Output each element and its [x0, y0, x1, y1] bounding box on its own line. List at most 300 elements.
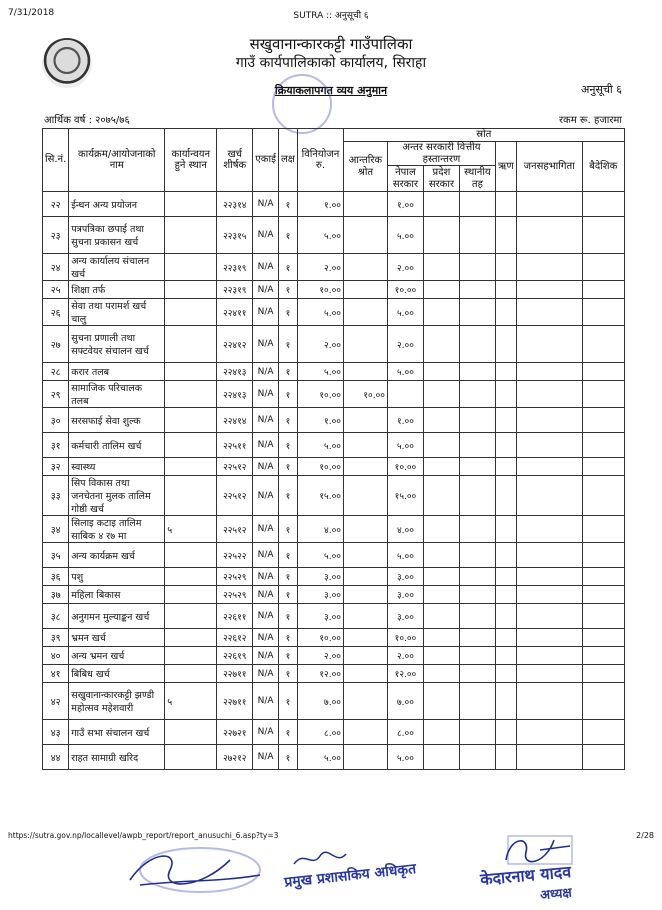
row-sn: ४२ — [43, 683, 69, 720]
row-local-level — [459, 745, 495, 770]
row-internal-source — [343, 476, 387, 516]
row-internal-source — [343, 683, 387, 720]
row-sn: ३० — [43, 408, 69, 433]
row-foreign — [582, 299, 624, 326]
row-target: १ — [278, 363, 297, 381]
row-province-govt — [423, 665, 459, 683]
right-signature-title: अध्यक्ष — [539, 885, 573, 904]
row-internal-source: १०.०० — [343, 381, 387, 408]
row-internal-source — [343, 745, 387, 770]
row-public-participation — [516, 568, 582, 586]
row-loan — [495, 476, 516, 516]
row-location: ५ — [165, 683, 217, 720]
row-nepal-govt: १०.०० — [387, 629, 423, 647]
row-public-participation — [516, 647, 582, 665]
table-row — [43, 326, 625, 363]
footer-url[interactable]: https://sutra.gov.np/locallevel/awpb_report/report_anusuchi_6.asp?ty=3 — [8, 831, 279, 840]
row-unit: N/A — [253, 433, 279, 458]
row-local-level — [459, 720, 495, 745]
row-program: महिला बिकास — [69, 586, 165, 604]
row-loan — [495, 745, 516, 770]
row-program: अन्य कार्यक्रम खर्च — [69, 543, 165, 568]
row-program: सिप विकास तथा जनचेतना मुलक तालिम गोष्ठी खर्च — [69, 476, 165, 516]
row-public-participation — [516, 381, 582, 408]
row-local-level — [459, 568, 495, 586]
row-province-govt — [423, 516, 459, 543]
row-loan — [495, 543, 516, 568]
row-location — [165, 745, 217, 770]
row-foreign — [582, 363, 624, 381]
row-nepal-govt: २.०० — [387, 647, 423, 665]
table-row — [43, 408, 625, 433]
row-unit: N/A — [253, 745, 279, 770]
row-loan — [495, 433, 516, 458]
row-unit: N/A — [253, 665, 279, 683]
row-province-govt — [423, 299, 459, 326]
row-local-level — [459, 665, 495, 683]
row-local-level — [459, 381, 495, 408]
row-target: १ — [278, 745, 297, 770]
row-location — [165, 720, 217, 745]
row-location — [165, 604, 217, 629]
row-expense-code: २२३१५ — [217, 217, 253, 254]
row-loan — [495, 586, 516, 604]
row-expense-code: २२५२९ — [217, 586, 253, 604]
row-nepal-govt: ५.०० — [387, 543, 423, 568]
row-program: भ्रमन खर्च — [69, 629, 165, 647]
row-foreign — [582, 568, 624, 586]
row-target: १ — [278, 720, 297, 745]
row-program: पत्रपत्रिका छपाई तथा सुचना प्रकासन खर्च — [69, 217, 165, 254]
row-internal-source — [343, 543, 387, 568]
header-nepal-govt: नेपाल सरकार — [387, 166, 423, 192]
row-foreign — [582, 629, 624, 647]
row-public-participation — [516, 217, 582, 254]
header-target: लक्ष — [278, 129, 297, 192]
row-public-participation — [516, 254, 582, 281]
row-public-participation — [516, 299, 582, 326]
row-appropriation: ८.०० — [297, 720, 343, 745]
table-row — [43, 299, 625, 326]
row-program: बिबिध खर्च — [69, 665, 165, 683]
row-target: १ — [278, 254, 297, 281]
row-nepal-govt: ५.०० — [387, 433, 423, 458]
row-province-govt — [423, 192, 459, 217]
row-unit: N/A — [253, 281, 279, 299]
row-province-govt — [423, 433, 459, 458]
row-appropriation: ४.०० — [297, 516, 343, 543]
row-unit: N/A — [253, 629, 279, 647]
row-appropriation: २.०० — [297, 326, 343, 363]
row-public-participation — [516, 281, 582, 299]
row-expense-code: २२५२२ — [217, 543, 253, 568]
row-expense-code: २२५१२ — [217, 458, 253, 476]
org-name: सखुवानान्कारकट्टी गाउँपालिका — [249, 35, 413, 53]
row-program: शिक्षा तर्फ — [69, 281, 165, 299]
row-sn: २९ — [43, 381, 69, 408]
row-program: राहत सामाग्री खरिद — [69, 745, 165, 770]
row-loan — [495, 254, 516, 281]
row-loan — [495, 281, 516, 299]
row-public-participation — [516, 192, 582, 217]
table-row — [43, 516, 625, 543]
row-target: १ — [278, 299, 297, 326]
row-appropriation: २.०० — [297, 647, 343, 665]
row-unit: N/A — [253, 192, 279, 217]
row-local-level — [459, 683, 495, 720]
row-province-govt — [423, 568, 459, 586]
row-target: १ — [278, 629, 297, 647]
header-public-participation: जनसहभागिता — [516, 142, 582, 192]
row-province-govt — [423, 217, 459, 254]
row-nepal-govt: ८.०० — [387, 720, 423, 745]
row-nepal-govt: ३.०० — [387, 586, 423, 604]
row-foreign — [582, 408, 624, 433]
row-province-govt — [423, 408, 459, 433]
row-public-participation — [516, 665, 582, 683]
row-public-participation — [516, 363, 582, 381]
row-program: अन्य भ्रमन खर्च — [69, 647, 165, 665]
row-expense-code: २२५१२ — [217, 516, 253, 543]
row-unit: N/A — [253, 326, 279, 363]
left-signature-stamp — [120, 840, 280, 900]
row-province-govt — [423, 476, 459, 516]
table-row — [43, 458, 625, 476]
row-location — [165, 363, 217, 381]
row-province-govt — [423, 458, 459, 476]
table-row — [43, 683, 625, 720]
row-local-level — [459, 476, 495, 516]
row-program: कर्मचारी तालिम खर्च — [69, 433, 165, 458]
table-row — [43, 217, 625, 254]
row-sn: ३७ — [43, 586, 69, 604]
row-target: १ — [278, 568, 297, 586]
row-expense-code: २२७११ — [217, 683, 253, 720]
row-loan — [495, 720, 516, 745]
row-local-level — [459, 516, 495, 543]
row-province-govt — [423, 586, 459, 604]
row-program: गाउँ सभा संचालन खर्च — [69, 720, 165, 745]
row-sn: ३४ — [43, 516, 69, 543]
row-unit: N/A — [253, 516, 279, 543]
row-internal-source — [343, 568, 387, 586]
table-row — [43, 568, 625, 586]
row-program: स्वास्थ्य — [69, 458, 165, 476]
row-nepal-govt: १.०० — [387, 408, 423, 433]
row-sn: ४० — [43, 647, 69, 665]
row-foreign — [582, 604, 624, 629]
row-local-level — [459, 408, 495, 433]
row-location — [165, 408, 217, 433]
row-unit: N/A — [253, 299, 279, 326]
table-row — [43, 381, 625, 408]
row-location — [165, 543, 217, 568]
row-public-participation — [516, 629, 582, 647]
row-expense-code: २२७२१ — [217, 720, 253, 745]
row-unit: N/A — [253, 458, 279, 476]
row-foreign — [582, 281, 624, 299]
row-province-govt — [423, 720, 459, 745]
row-sn: ३२ — [43, 458, 69, 476]
row-target: १ — [278, 476, 297, 516]
row-target: १ — [278, 381, 297, 408]
table-row — [43, 433, 625, 458]
row-loan — [495, 568, 516, 586]
row-target: १ — [278, 516, 297, 543]
row-province-govt — [423, 604, 459, 629]
row-public-participation — [516, 586, 582, 604]
row-location — [165, 192, 217, 217]
row-public-participation — [516, 476, 582, 516]
row-expense-code: २७२१२ — [217, 745, 253, 770]
row-target: १ — [278, 586, 297, 604]
row-local-level — [459, 433, 495, 458]
row-appropriation: ५.०० — [297, 363, 343, 381]
row-location — [165, 281, 217, 299]
header-intergov: अन्तर सरकारी वित्तीय हस्तान्तरण — [387, 142, 495, 166]
row-local-level — [459, 299, 495, 326]
row-local-level — [459, 326, 495, 363]
row-target: १ — [278, 458, 297, 476]
row-internal-source — [343, 665, 387, 683]
row-program: अनुगमन मुल्याङ्कन खर्च — [69, 604, 165, 629]
row-appropriation: ५.०० — [297, 745, 343, 770]
row-appropriation: ३.०० — [297, 586, 343, 604]
row-unit: N/A — [253, 217, 279, 254]
row-expense-code: २२६१२ — [217, 629, 253, 647]
row-sn: ३६ — [43, 568, 69, 586]
row-nepal-govt: ५.०० — [387, 217, 423, 254]
row-target: १ — [278, 408, 297, 433]
table-row — [43, 647, 625, 665]
row-sn: २४ — [43, 254, 69, 281]
row-unit: N/A — [253, 683, 279, 720]
row-nepal-govt: ७.०० — [387, 683, 423, 720]
row-unit: N/A — [253, 647, 279, 665]
row-expense-code: २२५११ — [217, 433, 253, 458]
row-appropriation: ३.०० — [297, 604, 343, 629]
row-foreign — [582, 192, 624, 217]
row-appropriation: १.०० — [297, 192, 343, 217]
row-internal-source — [343, 363, 387, 381]
page-number: 2/28 — [636, 831, 654, 840]
right-signature-name: केदारनाथ यादव — [479, 862, 572, 889]
row-program: करार तलब — [69, 363, 165, 381]
row-unit: N/A — [253, 586, 279, 604]
row-sn: २२ — [43, 192, 69, 217]
row-nepal-govt — [387, 381, 423, 408]
row-province-govt — [423, 629, 459, 647]
row-expense-code: २२६११ — [217, 604, 253, 629]
row-nepal-govt: ५.०० — [387, 745, 423, 770]
row-internal-source — [343, 326, 387, 363]
table-row — [43, 604, 625, 629]
top-title: SUTRA :: अनुसूची ६ — [293, 11, 369, 21]
row-public-participation — [516, 683, 582, 720]
office-name: गाउँ कार्यपालिकाको कार्यालय, सिराहा — [235, 55, 427, 71]
row-internal-source — [343, 281, 387, 299]
row-loan — [495, 647, 516, 665]
row-province-govt — [423, 281, 459, 299]
row-nepal-govt: १०.०० — [387, 458, 423, 476]
header-source: स्रोत — [343, 129, 624, 142]
row-province-govt — [423, 683, 459, 720]
header-appropriation: विनियोजन रु. — [297, 129, 343, 192]
row-location — [165, 254, 217, 281]
row-internal-source — [343, 720, 387, 745]
row-location — [165, 458, 217, 476]
row-program: सुचना प्रणाली तथा सफ्टवेयर संचालन खर्च — [69, 326, 165, 363]
row-target: १ — [278, 665, 297, 683]
row-unit: N/A — [253, 476, 279, 516]
row-expense-code: २२४१३ — [217, 363, 253, 381]
row-appropriation: ५.०० — [297, 217, 343, 254]
row-location — [165, 629, 217, 647]
amount-unit: रकम रू. हजारमा — [558, 115, 622, 126]
table-row — [43, 720, 625, 745]
row-program: सामाजिक परिचालक तलब — [69, 381, 165, 408]
row-loan — [495, 458, 516, 476]
row-internal-source — [343, 629, 387, 647]
row-local-level — [459, 543, 495, 568]
row-nepal-govt: १०.०० — [387, 281, 423, 299]
row-nepal-govt: १.०० — [387, 192, 423, 217]
row-local-level — [459, 586, 495, 604]
row-internal-source — [343, 647, 387, 665]
table-row — [43, 363, 625, 381]
table-row — [43, 629, 625, 647]
table-row — [43, 281, 625, 299]
row-unit: N/A — [253, 363, 279, 381]
row-province-govt — [423, 381, 459, 408]
row-location — [165, 299, 217, 326]
row-expense-code: २२७११ — [217, 665, 253, 683]
row-expense-code: २२४१२ — [217, 326, 253, 363]
row-unit: N/A — [253, 604, 279, 629]
row-public-participation — [516, 408, 582, 433]
row-province-govt — [423, 254, 459, 281]
row-foreign — [582, 217, 624, 254]
row-public-participation — [516, 604, 582, 629]
row-sn: ३९ — [43, 629, 69, 647]
row-unit: N/A — [253, 720, 279, 745]
row-appropriation: १०.०० — [297, 281, 343, 299]
row-nepal-govt: १५.०० — [387, 476, 423, 516]
row-local-level — [459, 629, 495, 647]
row-public-participation — [516, 543, 582, 568]
row-appropriation: १२.०० — [297, 665, 343, 683]
row-target: १ — [278, 217, 297, 254]
row-foreign — [582, 476, 624, 516]
row-location — [165, 586, 217, 604]
table-row — [43, 586, 625, 604]
row-internal-source — [343, 408, 387, 433]
row-foreign — [582, 516, 624, 543]
row-public-participation — [516, 516, 582, 543]
row-expense-code: २२४११ — [217, 299, 253, 326]
row-nepal-govt: ३.०० — [387, 568, 423, 586]
row-province-govt — [423, 647, 459, 665]
row-loan — [495, 363, 516, 381]
row-appropriation: ५.०० — [297, 433, 343, 458]
row-location — [165, 647, 217, 665]
row-expense-code: २२३१४ — [217, 192, 253, 217]
row-loan — [495, 326, 516, 363]
row-internal-source — [343, 192, 387, 217]
row-appropriation: १.०० — [297, 408, 343, 433]
row-appropriation: २.०० — [297, 254, 343, 281]
row-program: ईन्धन अन्य प्रयोजन — [69, 192, 165, 217]
row-province-govt — [423, 363, 459, 381]
row-nepal-govt: ३.०० — [387, 604, 423, 629]
row-location — [165, 326, 217, 363]
row-expense-code: २२३१९ — [217, 254, 253, 281]
table-row — [43, 745, 625, 770]
row-unit: N/A — [253, 543, 279, 568]
row-expense-code: २२४१३ — [217, 381, 253, 408]
row-unit: N/A — [253, 254, 279, 281]
header-location: कार्यान्वयन हुने स्थान — [165, 129, 217, 192]
row-sn: २७ — [43, 326, 69, 363]
row-local-level — [459, 604, 495, 629]
row-local-level — [459, 458, 495, 476]
row-location — [165, 381, 217, 408]
row-nepal-govt: २.०० — [387, 254, 423, 281]
row-expense-code: २२५१२ — [217, 476, 253, 516]
row-expense-code: २२५२९ — [217, 568, 253, 586]
row-program: सिलाइ कटाइ तालिम साबिक ४ र७ मा — [69, 516, 165, 543]
row-public-participation — [516, 433, 582, 458]
row-target: १ — [278, 281, 297, 299]
row-nepal-govt: ५.०० — [387, 299, 423, 326]
row-internal-source — [343, 299, 387, 326]
row-appropriation: १०.०० — [297, 629, 343, 647]
row-target: १ — [278, 192, 297, 217]
row-public-participation — [516, 326, 582, 363]
row-foreign — [582, 326, 624, 363]
row-loan — [495, 604, 516, 629]
row-local-level — [459, 217, 495, 254]
row-sn: २८ — [43, 363, 69, 381]
row-appropriation: १०.०० — [297, 381, 343, 408]
row-internal-source — [343, 458, 387, 476]
row-nepal-govt: ४.०० — [387, 516, 423, 543]
row-local-level — [459, 647, 495, 665]
row-location — [165, 217, 217, 254]
row-location — [165, 433, 217, 458]
office-stamp — [272, 74, 332, 134]
row-appropriation: ७.०० — [297, 683, 343, 720]
row-sn: ४४ — [43, 745, 69, 770]
row-program: सरसफाई सेवा शुल्क — [69, 408, 165, 433]
middle-signature-title: प्रमुख प्रशासकिय अधिकृत — [283, 861, 417, 891]
row-program: सखुवानान्कारकट्टी झण्डी महोत्सव महेशवारी — [69, 683, 165, 720]
row-sn: ३१ — [43, 433, 69, 458]
row-loan — [495, 299, 516, 326]
row-loan — [495, 192, 516, 217]
row-target: १ — [278, 683, 297, 720]
row-target: १ — [278, 326, 297, 363]
table-row — [43, 254, 625, 281]
row-nepal-govt: १२.०० — [387, 665, 423, 683]
row-loan — [495, 665, 516, 683]
row-appropriation: ३.०० — [297, 568, 343, 586]
row-foreign — [582, 683, 624, 720]
row-loan — [495, 217, 516, 254]
row-internal-source — [343, 433, 387, 458]
row-local-level — [459, 281, 495, 299]
row-appropriation: ५.०० — [297, 543, 343, 568]
